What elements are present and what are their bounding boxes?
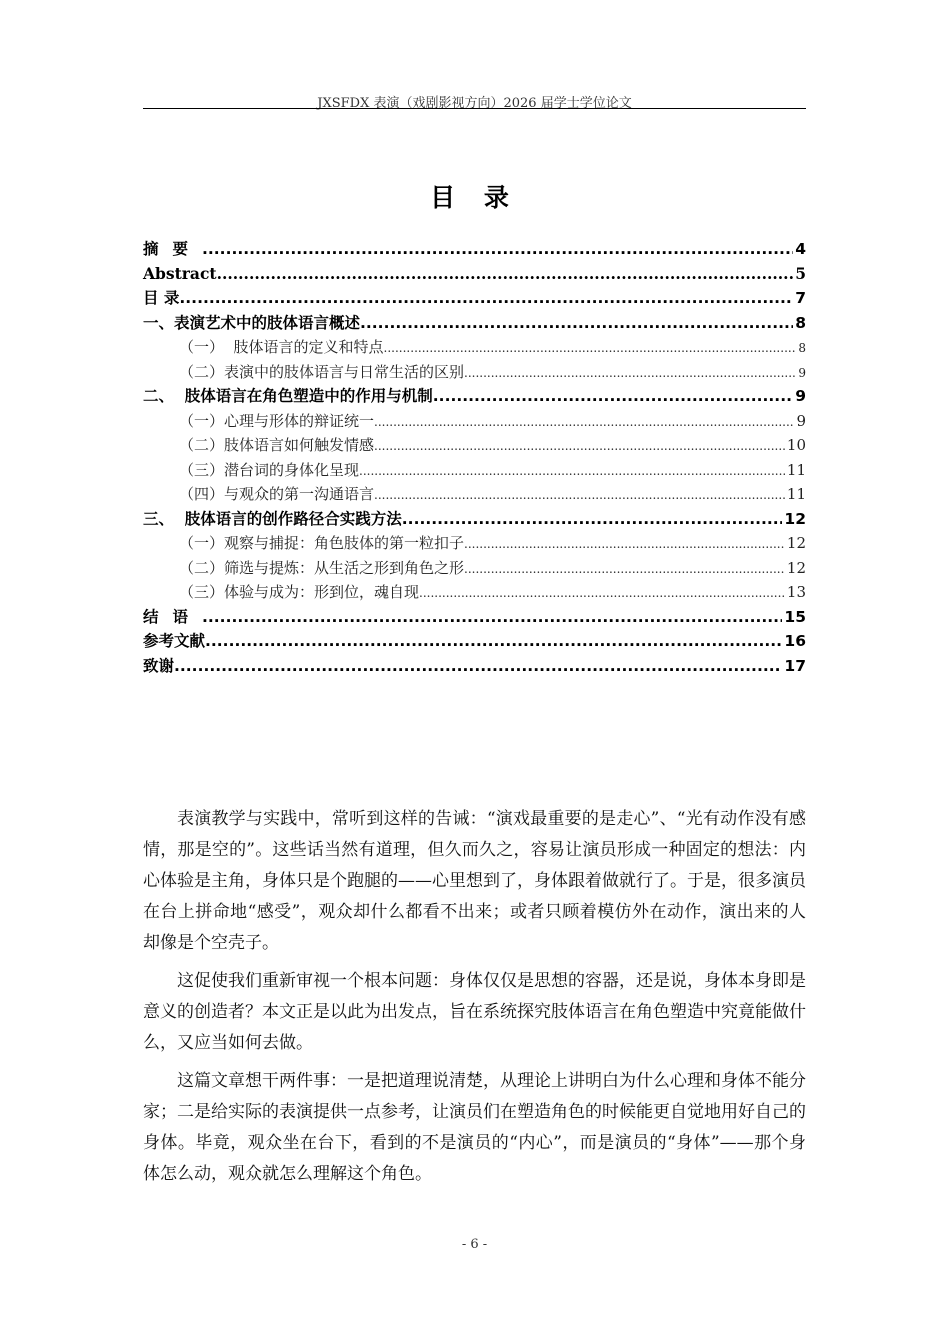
toc-entry-abstract-cn[interactable]: [143, 237, 806, 262]
toc-entry-chapter-3[interactable]: [143, 507, 806, 532]
toc-entry-page: 9: [798, 365, 806, 380]
toc-leader: [433, 384, 793, 409]
body-paragraph-2: 这促使我们重新审视一个根本问题：身体仅仅是思想的容器，还是说，身体本身即是意义的创造者？本文正是以此为出发点，旨在系统探究肢体语言在角色塑造中究竟能做什么，又应当如何去做。: [143, 971, 806, 1053]
toc-leader: [374, 483, 785, 508]
toc-entry-page: 11: [786, 460, 806, 479]
toc-entry-section-3-3[interactable]: [143, 580, 806, 605]
toc-entry-page: 17: [784, 656, 806, 675]
toc-leader: [202, 237, 793, 262]
toc-title: 目 录: [430, 183, 519, 212]
toc-entry-page: 11: [786, 485, 806, 503]
toc-entry-references[interactable]: [143, 629, 806, 654]
toc-entry-label: 目 录: [143, 289, 180, 307]
toc-entry-label: （二）筛选与提炼：从生活之形到角色之形: [179, 558, 465, 577]
toc-entry-conclusion[interactable]: [143, 605, 806, 630]
toc-entry-label: 结语: [143, 607, 203, 626]
toc-leader: [402, 507, 783, 532]
toc-entry-section-1-2[interactable]: [143, 360, 806, 385]
toc-entry-page: 15: [784, 607, 806, 626]
header-rule: [143, 108, 806, 109]
toc-entry-section-2-3[interactable]: [143, 458, 806, 483]
toc-entry-label: 参考文献: [143, 632, 206, 650]
toc-entry-page: 9: [795, 387, 806, 405]
toc-entry-label: 三、 肢体语言的创作路径合实践方法: [143, 509, 402, 528]
toc-entry-section-2-4[interactable]: [143, 482, 806, 507]
toc-entry-page: 16: [784, 632, 806, 650]
toc-entry-contents[interactable]: [143, 286, 806, 311]
toc-entry-label: （一） 肢体语言的定义和特点: [179, 338, 384, 356]
toc-leader: [374, 434, 785, 459]
toc-entry-label: 一、表演艺术中的肢体语言概述: [143, 313, 361, 332]
toc-entry-label: （二）表演中的肢体语言与日常生活的区别: [179, 362, 465, 381]
running-header: JXSFDX 表演（戏剧影视方向）2026 届学士学位论文: [317, 96, 632, 111]
toc-entry-chapter-2[interactable]: [143, 384, 806, 409]
toc-leader: [464, 532, 785, 557]
toc-entry-abstract-en[interactable]: [143, 262, 806, 287]
toc-leader: [359, 459, 785, 484]
toc-entry-label: Abstract: [143, 263, 217, 283]
toc-entry-section-1-1[interactable]: [143, 335, 806, 360]
toc-entry-label: （一）观察与捕捉：角色肢体的第一粒扣子: [179, 534, 465, 552]
toc-leader: [419, 581, 785, 606]
toc-entry-section-3-2[interactable]: [143, 556, 806, 581]
toc-entry-label: 摘要: [143, 240, 203, 258]
toc-leader: [464, 557, 785, 582]
table-of-contents: [143, 237, 806, 678]
body-text: [143, 804, 806, 1197]
toc-entry-page: 12: [786, 534, 806, 552]
toc-entry-label: 二、 肢体语言在角色塑造中的作用与机制: [143, 387, 433, 405]
toc-leader: [464, 361, 796, 386]
toc-leader: [374, 410, 794, 435]
toc-entry-label: （三）体验与成为：形到位，魂自现: [179, 583, 420, 601]
toc-leader: [384, 336, 797, 361]
toc-entry-section-2-2[interactable]: [143, 433, 806, 458]
toc-entry-label: （四）与观众的第一沟通语言: [179, 485, 375, 503]
toc-entry-chapter-1[interactable]: [143, 311, 806, 336]
toc-entry-label: （三）潜台词的身体化呈现: [179, 460, 360, 479]
toc-entry-label: 致谢: [143, 656, 175, 675]
toc-entry-section-3-1[interactable]: [143, 531, 806, 556]
toc-entry-page: 10: [786, 436, 806, 454]
toc-entry-label: （一）心理与形体的辩证统一: [179, 411, 375, 430]
toc-entry-page: 4: [795, 240, 806, 258]
toc-entry-page: 5: [795, 263, 806, 283]
page-number: - 6 -: [461, 1237, 488, 1252]
toc-leader: [360, 311, 793, 336]
toc-leader: [202, 605, 782, 630]
toc-entry-page: 8: [795, 313, 806, 332]
toc-leader: [205, 629, 782, 654]
toc-entry-page: 7: [795, 289, 806, 307]
toc-entry-page: 12: [786, 558, 806, 577]
toc-leader: [217, 262, 794, 287]
toc-entry-page: 8: [798, 341, 806, 355]
body-paragraph-1: 表演教学与实践中，常听到这样的告诫：“演戏最重要的是走心”、“光有动作没有感情，那是空的”。这些话当然有道理，但久而久之，容易让演员形成一种固定的想法：内心体验是主角，身体只是个跑腿的——心里想到了，身体跟着做就行了。于是，很多演员在台上拼命地“感受”，观众却什么都看不出来；或者只顾着模仿外在动作，演出来的人却像是个空壳子。: [143, 809, 806, 953]
toc-entry-page: 13: [786, 583, 806, 601]
toc-entry-page: 12: [784, 509, 806, 528]
toc-leader: [179, 286, 793, 311]
toc-leader: [174, 654, 782, 679]
toc-entry-page: 9: [796, 411, 806, 430]
body-paragraph-3: 这篇文章想干两件事：一是把道理说清楚，从理论上讲明白为什么心理和身体不能分家；二是给实际的表演提供一点参考，让演员们在塑造角色的时候能更自觉地用好自己的身体。毕竟，观众坐在台下，看到的不是演员的“内心”，而是演员的“身体”——那个身体怎么动，观众就怎么理解这个角色。: [143, 1071, 806, 1184]
toc-entry-section-2-1[interactable]: [143, 409, 806, 434]
toc-entry-acknowledgements[interactable]: [143, 654, 806, 679]
toc-entry-label: （二）肢体语言如何触发情感: [179, 436, 375, 454]
